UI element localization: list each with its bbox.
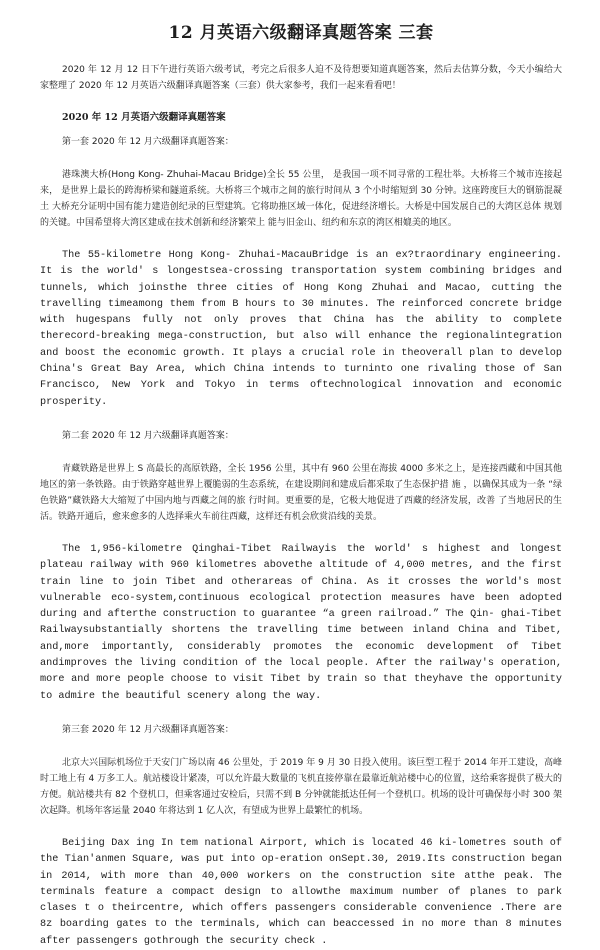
translation-set-2 bbox=[40, 428, 562, 705]
section-heading: 2020 年 12 月英语六级翻译真题答案 bbox=[62, 112, 226, 123]
page-title: 12 月英语六级翻译真题答案 三套 bbox=[168, 23, 434, 43]
english-translation: The 1,956-kilometre Qinghai-Tibet Railwayis the world' s highest and longest plateau railway with 960 kilometres abovethe altitude of 4,000 metres, and the first train line to join Tibet and otherareas of China. As it crosses the world's most vulnerable eco-system,continuous ecological protection measures have been adopted during and afterthe construction to guarantee “a green railroad.” The Qin- ghai-Tibet Railwaysubstantially shortens the travelling time between inland China and Tibet, and,more importantly, considerably promotes the economic development of Tibet andimproves the living condition of the local people. After the railway's operation, more and more people choose to visit Tibet by train so that theyhave the opportunity to admire the beautiful scenery along the way. bbox=[40, 543, 562, 702]
set-label: 第一套 2020 年 12 月六级翻译真题答案： bbox=[62, 137, 234, 147]
intro-paragraph: 2020 年 12 月 12 日下午进行英语六级考试，考完之后很多人迫不及待想要知道真题答案，然后去估算分数，今天小编给大家整理了 2020 年 12 月英语六级翻译真题答案（三套）供大家参考，我们一起来看看吧！ bbox=[40, 65, 562, 91]
english-translation: The 55-kilometre Hong Kong- Zhuhai-MacauBridge is an ex?traordinary engineering. It is the world' s longestsea-crossing transportation system combining bridges and tunnels, which joinsthe three cities of Hong Kong Zhuhai and Macao, cutting the travelling timeamong them from B hours to 30 minutes. The reinforced concrete bridge with hugespans fully not only proves that China has the ability to complete therecord-breaking mega-construction, but also will enhance the regionalintegration and boost the economic growth. It plays a crucial role in theoverall plan to develop China's Great Bay Area, which China intends to turninto one rivaling those of San Francisco, New York and Tokyo in terms oftechnological innovation and economic prosperity. bbox=[40, 250, 562, 408]
set-label: 第三套 2020 年 12 月六级翻译真题答案： bbox=[62, 724, 234, 735]
chinese-source: 青藏铁路是世界上 S 高最长的高原铁路，全长 1956 公里，其中有 960 公里在海拔 4000 多米之上，是连接西藏和中国其他地区的第一条铁路。由于铁路穿越世界上覆脆弱的生态系统，在建设期间和建成后都采取了生态保护措 施 ，以确保其成为一条 “绿色铁路”藏铁路大大缩短了中国内地与西藏之间的旅 行时间。更重要的是，它极大地促进了西藏的经济发展，改善 了当地居民的生活。铁路开通后，愈来愈多的人选择乘火车前往西藏，这样还有机会欣赏沿线的美景。 bbox=[40, 463, 562, 522]
set-label: 第二套 2020 年 12 月六级翻译真题答案： bbox=[62, 430, 234, 441]
chinese-source: 北京大兴国际机场位于天安门广场以南 46 公里处，于 2019 年 9 月 30 日投入使用。该巨型工程于 2014 年开工建设，高峰时工地上有 4 万多工人。航站楼设计紧凑，可以允许最大数量的飞机直接停靠在最靠近航站楼中心的位置，这给乘客提供了极大的方便。航站楼共有 82 个登机口，但乘客通过安检后，只需不到 B 分钟就能抵达任何一个登机口。机场的设计可确保每小时 300 架次起降。机场年客运量 2040 年将达到 1 亿人次，有望成为世界上最繁忙的机场。 bbox=[40, 757, 562, 816]
english-translation: Beijing Dax ing In tem national Airport, which is located 46 ki-lometres south of the Tian'anmen Square, was put into op-eration onSept.30, 2019.Its construction began in 2014, with more than 40,000 workers on the construction site atthe peak. The terminals feature a compact design to allowthe maximum number of planes to park clases t o theircentre, which offers passengers considerable convenience .There are 8z boarding gates to the terminals, which can beaccessed in no more than 8 minutes after passengers gothrough the security check . bbox=[40, 837, 562, 947]
translation-set-3 bbox=[40, 722, 562, 950]
translation-set-1 bbox=[40, 134, 562, 411]
chinese-source: 港珠澳大桥(Hong Kong- Zhuhai-Macau Bridge)全长 55 公里， 是我国一项不同寻常的工程壮举。大桥将三个城市连接起来， 是世界上最长的跨海桥梁和隧道系统。大桥将三个城市之间的旅行时间从 3 个小时缩短到 30 分钟。这座跨度巨大的钢筋混凝土 大桥充分证明中国有能力建造创纪录的巨型建筑。它将助推区域一体化，促进经济增长。大桥是中国发展自己的大湾区总体 规划的关键。中国希望将大湾区建成在技术创新和经济繁荣上 能与旧金山、纽约和东京的湾区相媲美的地区。 bbox=[40, 170, 562, 228]
